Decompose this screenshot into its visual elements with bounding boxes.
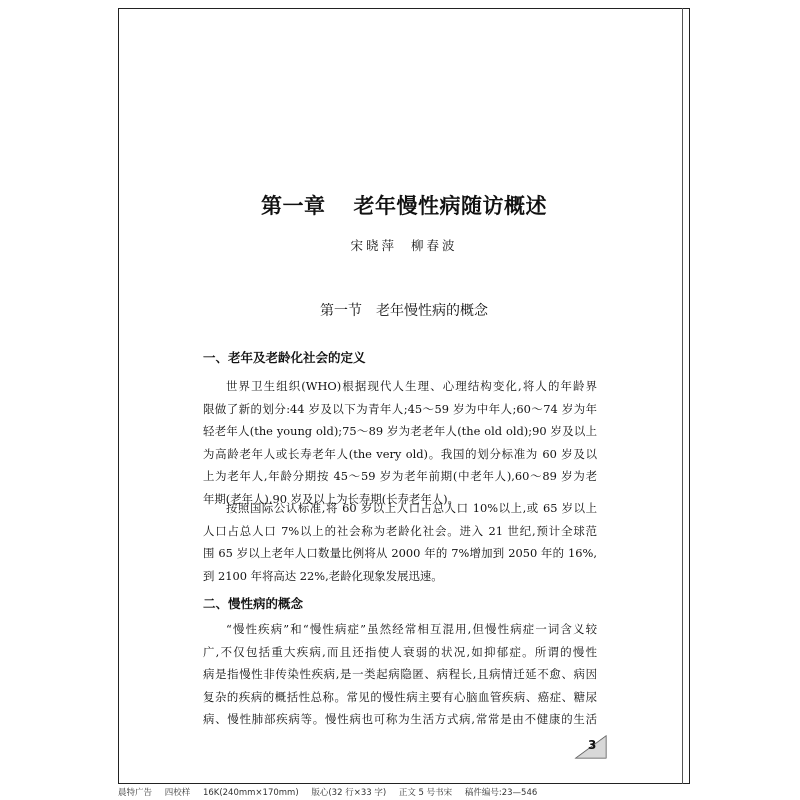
print-footer xyxy=(118,786,690,798)
paragraph-age-definition xyxy=(203,375,597,510)
paragraph-aging-standard xyxy=(203,497,597,587)
paragraph-chronic-definition xyxy=(203,618,597,731)
footer-item: 16K(240mm×170mm) xyxy=(202,788,299,798)
paragraph-line: “慢性疾病”和“慢性病症”虽然经常相互混用,但慢性病症一词含义较 xyxy=(226,622,597,636)
author-1: 宋晓萍 xyxy=(350,238,397,253)
paragraph-line: 世界卫生组织(WHO)根据现代人生理、心理结构变化,将人的年龄界 xyxy=(226,379,597,393)
page-edge-line xyxy=(682,8,683,784)
footer-item: 版心(32 行×33 字) xyxy=(311,788,387,798)
section-name: 老年慢性病的概念 xyxy=(376,303,488,319)
paragraph-line: 按照国际公认标准,将 60 岁以上人口占总人口 10%以上,或 65 岁以上 xyxy=(226,501,597,515)
paragraph-line: 上为老年人,年龄分期按 45～59 岁为老年前期(中老年人),60～89 岁为老 xyxy=(203,469,597,483)
footer-item: 正文 5 号书宋 xyxy=(398,788,453,798)
paragraph-line: 复杂的疾病的概括性总称。常见的慢性病主要有心脑血管疾病、癌症、糖尿 xyxy=(203,689,597,704)
author-2: 柳春波 xyxy=(411,238,458,253)
paragraph-line: 轻老年人(the young old);75～89 岁为老老年人(the old old);90 岁及以上 xyxy=(203,424,597,438)
heading-chronic-disease: 二、慢性病的概念 xyxy=(203,596,304,611)
footer-item: 四校样 xyxy=(164,788,191,798)
section-title xyxy=(118,300,690,320)
paragraph-line: 病是指慢性非传染性疾病,是一类起病隐匿、病程长,且病情迁延不愈、病因 xyxy=(203,667,597,681)
chapter-label: 第一章 xyxy=(261,194,326,218)
footer-item: 稿件编号:23—546 xyxy=(464,788,538,798)
paragraph-line: 年期(老年人),90 岁及以上为长寿期(长寿老年人)。 xyxy=(203,491,459,506)
paragraph-line: 到 2100 年将高达 22%,老龄化现象发展迅速。 xyxy=(203,568,443,583)
page-number: 3 xyxy=(588,738,597,752)
heading-aging-society: 一、老年及老龄化社会的定义 xyxy=(203,350,366,365)
footer-item: 晨特广告 xyxy=(118,788,153,798)
paragraph-line: 限做了新的划分:44 岁及以下为青年人;45～59 岁为中年人;60～74 岁为年 xyxy=(203,401,597,416)
chapter-title xyxy=(118,190,690,220)
paragraph-line: 为高龄老年人或长寿老年人(the very old)。我国的划分标准为 60 岁及以 xyxy=(203,446,597,461)
paragraph-line: 病、慢性肺部疾病等。慢性病也可称为生活方式病,常常是由不健康的生活 xyxy=(203,712,597,726)
paragraph-line: 广,不仅包括重大疾病,而且还指使人衰弱的状况,如抑郁症。所谓的慢性 xyxy=(203,644,597,659)
chapter-name: 老年慢性病随访概述 xyxy=(353,194,547,218)
paragraph-line: 围 65 岁以上老年人口数量比例将从 2000 年的 7%增加到 2050 年的 16%, xyxy=(203,546,597,560)
section-label: 第一节 xyxy=(320,303,362,319)
paragraph-line: 人口占总人口 7%以上的社会称为老龄化社会。进入 21 世纪,预计全球范 xyxy=(203,523,597,538)
authors xyxy=(118,236,690,254)
